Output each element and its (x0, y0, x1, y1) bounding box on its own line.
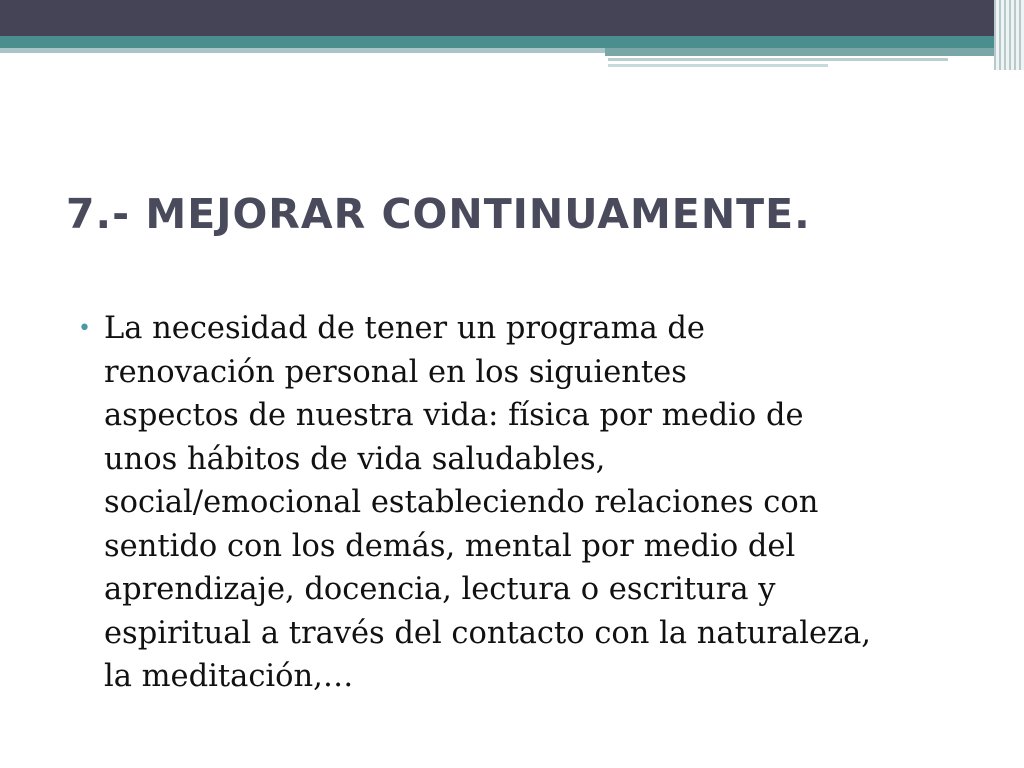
header-corner-stripes (994, 0, 1024, 70)
header-dark-band (0, 0, 1024, 36)
paragraph-line: aprendizaje, docencia, lectura o escritura y (104, 572, 776, 607)
header-right-band (605, 48, 1000, 56)
header-light-band (0, 48, 605, 53)
paragraph-line: La necesidad de tener un programa de (104, 311, 705, 346)
slide-body (78, 307, 978, 699)
bullet-item (78, 307, 978, 699)
paragraph-line: renovación personal en los siguientes (104, 354, 687, 390)
header-teal-band (0, 36, 1024, 48)
header-accent-line (608, 58, 948, 61)
bullet-paragraph (104, 307, 871, 699)
paragraph-line: aspectos de nuestra vida: física por medio de (104, 398, 804, 433)
paragraph-line: la meditación,… (104, 659, 354, 694)
bullet-marker: • (78, 316, 91, 341)
slide-title: 7.- MEJORAR CONTINUAMENTE. (66, 190, 811, 238)
paragraph-line: unos hábitos de vida saludables, (104, 441, 606, 477)
paragraph-line: social/emocional estableciendo relaciones con (104, 485, 819, 520)
paragraph-line: sentido con los demás, mental por medio del (104, 528, 796, 564)
paragraph-line: espiritual a través del contacto con la naturaleza, (104, 615, 871, 651)
header-accent-line-short (608, 64, 828, 67)
